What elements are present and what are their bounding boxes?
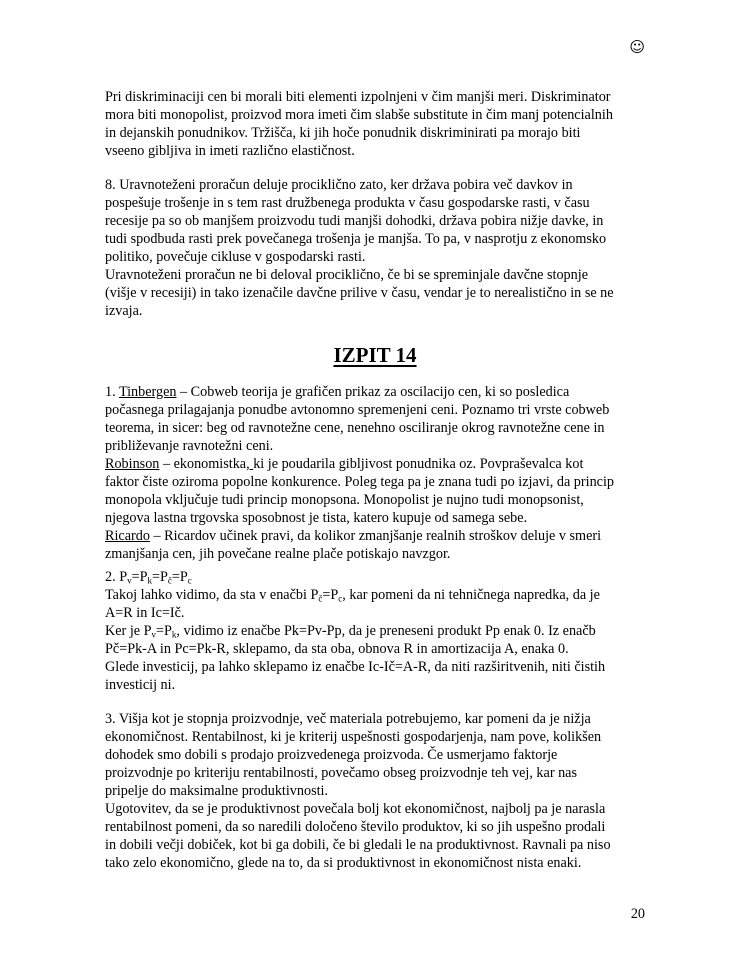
text-run: monopola vključuje tudi princip monopsona. Monopolist je nujno tudi monopsonist,: [105, 492, 584, 508]
text-line: [105, 437, 645, 455]
text-run: rentabilnost pomeni, da so naredili določeno število produktov, ki so jih uspešno prodali: [105, 819, 606, 835]
text-run: teorema, in sicer: beg od ravnotežne cene, nenehno osciliranje okrog ravnotežne cene in: [105, 420, 605, 436]
text-line: [105, 586, 645, 604]
text-run: 8. Uravnoteženi proračun deluje prociklično zato, ker država pobira več davkov in: [105, 177, 573, 193]
text-run: Takoj lahko vidimo, da sta v enačbi P: [105, 587, 319, 603]
smiley-face-icon: ☺: [629, 38, 645, 56]
text-line: [105, 124, 645, 142]
text-run: pripelje do maksimalne produktivnosti.: [105, 783, 329, 799]
text-run: investicij ni.: [105, 677, 176, 693]
text-line: [105, 342, 645, 368]
text-run: IZPIT 14: [333, 343, 417, 367]
subscript-run: v: [151, 629, 156, 640]
text-run: 2. P: [105, 569, 128, 585]
text-run: Ker je P: [105, 623, 152, 639]
text-line: [105, 640, 645, 658]
text-run: Tinbergen: [118, 384, 177, 400]
text-run: dohodek smo dobili s prodajo proizvedenega proizvoda. Če usmerjamo faktorje: [105, 747, 558, 763]
subscript-run: č: [318, 593, 323, 604]
text-line: [105, 818, 645, 836]
text-line: [105, 676, 645, 694]
text-run: njegova lastna trgovska sposobnost je tista, katero kupuje od samega sebe.: [105, 510, 528, 526]
text-line: [105, 746, 645, 764]
text-run: – ekonomistka,: [159, 456, 250, 472]
text-run: Pč=Pk-A in Pc=Pk-R, sklepamo, da sta oba, obnova R in amortizacija A, enaka 0.: [105, 641, 569, 657]
page-footer: [631, 905, 645, 923]
text-line: [105, 212, 645, 230]
subscript-run: č: [167, 575, 172, 586]
text-line: [105, 764, 645, 782]
text-run: Glede investicij, pa lahko sklepamo iz enačbe Ic-Ič=A-R, da niti razširitvenih, niti čistih: [105, 659, 606, 675]
text-line: [105, 248, 645, 266]
text-line: [105, 302, 645, 320]
text-line: [105, 266, 645, 284]
text-line: [105, 455, 645, 473]
text-run: A=R in Ic=Ič.: [105, 605, 185, 621]
text-line: [105, 88, 645, 106]
para-price-discrimination: [105, 88, 645, 160]
text-run: , kar pomeni da ni tehničnega napredka, da je: [342, 587, 600, 603]
text-run: 1.: [105, 384, 119, 400]
page-content: [0, 36, 750, 872]
text-line: [105, 568, 645, 586]
text-line: [105, 509, 645, 527]
text-line: [105, 419, 645, 437]
para-production-efficiency: [105, 710, 645, 872]
para-price-equations: [105, 568, 645, 694]
text-line: [105, 658, 645, 676]
text-run: – Ricardov učinek pravi, da kolikor zmanjšanje realnih stroškov deluje v smeri: [149, 528, 602, 544]
text-line: [105, 176, 645, 194]
subscript-run: k: [147, 575, 152, 586]
text-run: Uravnoteženi proračun ne bi deloval prociklično, če bi se spreminjale davčne stopnje: [105, 267, 588, 283]
text-line: [105, 545, 645, 563]
heading-izpit-14: [105, 342, 645, 368]
text-run: =P: [156, 623, 172, 639]
text-line: [105, 728, 645, 746]
text-run: , vidimo iz enačbe Pk=Pv-Pp, da je preneseni produkt Pp enak 0. Iz enačb: [176, 623, 596, 639]
text-line: [105, 527, 645, 545]
text-run: =P: [151, 569, 168, 585]
text-run: pospešuje trošenje in s tem rast družbenega produkta v času gospodarske rasti, v času: [105, 195, 590, 211]
subscript-run: v: [127, 575, 132, 586]
text-line: [105, 604, 645, 622]
text-line: [105, 473, 645, 491]
text-run: faktor čiste oziroma popolne konkurence. Poleg tega pa je znana tudi po izjavi, da princip: [105, 474, 614, 490]
para-balanced-budget: [105, 176, 645, 320]
text-run: in dobili večji dobiček, kot bi ga dobili, če bi gledali le na produktivnost. Ravnali pa niso: [105, 837, 611, 853]
text-run: =P: [322, 587, 339, 603]
text-run: izvaja.: [105, 303, 143, 319]
text-run: proizvodnje po kriteriju rentabilnosti, povečamo obseg proizvodnje teh vej, kar nas: [105, 765, 577, 781]
text-line: [105, 194, 645, 212]
text-run: počasnega prilagajanja ponudbe avtonomno spremenjeni ceni. Poznamo tri vrste cobweb: [105, 402, 610, 418]
text-line: [105, 622, 645, 640]
subscript-run: k: [171, 629, 177, 640]
text-run: Ugotovitev, da se je produktivnost povečala bolj kot ekonomičnost, najbolj pa je narasla: [105, 801, 606, 817]
text-run: recesije pa so ob manjšem proizvodu tudi manjši dohodki, država pobira nižje davke, in: [105, 213, 604, 229]
text-run: mora biti monopolist, proizvod mora imeti čim slabše substitute in čim manj potencialnih: [105, 107, 613, 123]
subscript-run: c: [338, 593, 343, 604]
text-line: [105, 284, 645, 302]
text-run: Pri diskriminaciji cen bi morali biti elementi izpolnjeni v čim manjši meri. Diskriminator: [105, 89, 611, 105]
text-line: [105, 230, 645, 248]
text-run: politiko, povečuje cikluse v gospodarski rasti.: [105, 249, 366, 265]
text-run: vseeno gibljiva in imeti različno elastičnost.: [105, 143, 355, 159]
text-run: tako zelo ekonomično, glede na to, da si produktivnost in ekonomičnost nista enaki.: [105, 855, 582, 871]
text-run: =P: [131, 569, 148, 585]
text-run: Ricardo: [105, 528, 150, 544]
text-line: [105, 836, 645, 854]
text-line: [105, 142, 645, 160]
subscript-run: c: [187, 575, 192, 586]
smiley-row: [105, 36, 645, 58]
document-body: [105, 88, 645, 872]
text-line: [105, 383, 645, 401]
text-line: [105, 491, 645, 509]
text-run: tudi spodbuda rasti prek povečanega trošenja je manjša. To pa, v nasprotju z ekonomsko: [105, 231, 607, 247]
text-run: (višje v recesiji) in tako izenačile davčne prilive v času, vendar je to nerealistično in se ne: [105, 285, 614, 301]
page-number: 20: [630, 906, 645, 922]
text-line: [105, 710, 645, 728]
para-cobweb-economists: [105, 383, 645, 563]
text-run: zmanjšanja cen, jih povečane realne plače potiskajo navzgor.: [105, 546, 451, 562]
text-line: [105, 782, 645, 800]
text-run: ekonomičnost. Rentabilnost, ki je kriterij uspešnosti gospodarjenja, nam pove, kolikšen: [105, 729, 602, 745]
text-line: [105, 401, 645, 419]
text-line: [105, 106, 645, 124]
text-line: [105, 800, 645, 818]
text-run: Robinson: [105, 456, 160, 472]
text-run: približevanje ravnotežni ceni.: [105, 438, 274, 454]
text-line: [105, 854, 645, 872]
text-run: =P: [171, 569, 188, 585]
text-run: ki je poudarila gibljivost ponudnika oz. Povpraševalca kot: [253, 456, 584, 472]
text-run: – Cobweb teorija je grafičen prikaz za oscilacijo cen, ki so posledica: [176, 384, 570, 400]
text-run: 3. Višja kot je stopnja proizvodnje, več materiala potrebujemo, kar pomeni da je nižja: [105, 711, 591, 727]
text-run: in dejanskih ponudnikov. Tržišča, ki jih hoče ponudnik diskriminirati pa morajo biti: [105, 125, 581, 141]
